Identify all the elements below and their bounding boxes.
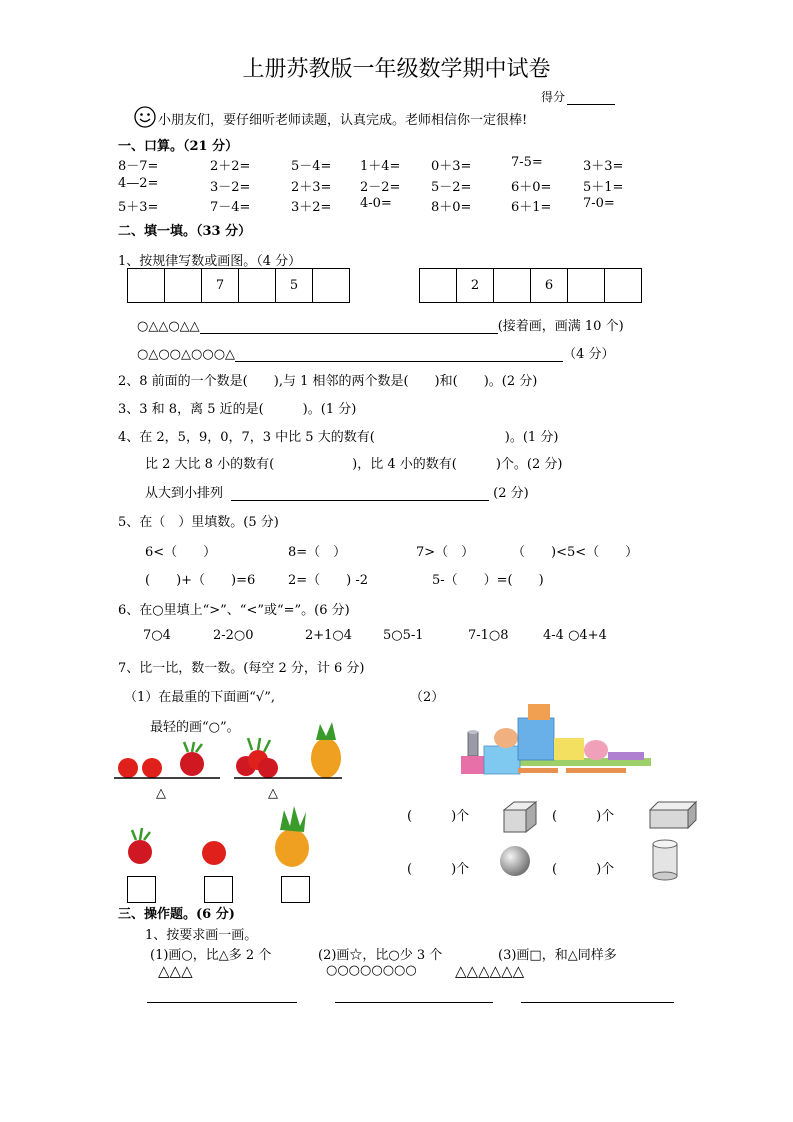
sequence-box[interactable]	[164, 269, 201, 302]
section2-heading: 二、填一填。（33 分）	[118, 224, 252, 239]
q3-text: 3、3 和 8，离 5 近的是( )。(1 分)	[118, 402, 357, 417]
arithmetic-item: 5＋3=	[118, 200, 159, 215]
arithmetic-item: 4-0=	[360, 196, 392, 211]
arithmetic-item: 7-5=	[511, 155, 543, 170]
sequence-box[interactable]: 5	[275, 269, 312, 302]
sequence-box[interactable]	[493, 269, 530, 302]
tomato-icon	[201, 840, 227, 866]
q6-item-1: 7○4	[143, 628, 171, 643]
number-sequence-right	[419, 268, 642, 303]
arithmetic-item: 1＋4=	[360, 159, 401, 174]
blocks-illustration	[458, 700, 658, 780]
count-blank-2: ( )个	[552, 809, 615, 824]
smiley-icon	[134, 106, 156, 128]
section1-heading: 一、口算。（21 分）	[118, 139, 239, 154]
q2-text: 2、8 前面的一个数是( ),与 1 相邻的两个数是( )和( )。(2 分)	[118, 374, 538, 389]
task-1-answer-line[interactable]	[147, 990, 297, 1003]
arithmetic-item: 7－4=	[210, 200, 251, 215]
arithmetic-item: 5－2=	[431, 180, 472, 195]
arithmetic-item: 2＋2=	[210, 159, 251, 174]
task-1-shapes: △△△	[158, 962, 193, 980]
q4a-text: 4、在 2，5，9，0，7，3 中比 5 大的数有( )。(1 分)	[118, 430, 559, 445]
balance-right-illustration	[232, 722, 344, 784]
score-field	[541, 88, 615, 105]
answer-box-2[interactable]	[204, 876, 233, 903]
pattern2	[137, 343, 614, 362]
sphere-icon	[498, 844, 532, 878]
page-title: 上册苏教版一年级数学期中试卷	[242, 57, 551, 82]
q6-text: 6、在○里填上“>”、“<”或“=”。(6 分)	[118, 603, 350, 618]
sequence-box[interactable]: 7	[201, 269, 238, 302]
task-2-shapes: ○○○○○○○○	[326, 963, 417, 978]
pattern2-blank[interactable]	[235, 349, 563, 362]
q6-item-4: 5○5-1	[383, 628, 424, 643]
score-blank[interactable]	[567, 92, 615, 105]
number-sequence-left	[127, 268, 350, 303]
q4c-note: (2 分)	[493, 486, 529, 501]
q5-item-2: 8=（ ）	[288, 545, 347, 560]
q7-1b-text: 最轻的画“○”。	[150, 720, 240, 735]
answer-box-3[interactable]	[281, 876, 310, 903]
arithmetic-item: 8＋0=	[431, 200, 472, 215]
cylinder-icon	[650, 838, 680, 882]
arithmetic-item: 3＋2=	[291, 200, 332, 215]
task-2: (2)画☆，比○少 3 个	[318, 948, 443, 963]
pattern1-shapes: ○△△○△△	[137, 319, 200, 334]
sequence-box[interactable]	[420, 269, 456, 302]
triangle-mark-left: △	[156, 786, 166, 801]
q5-item-4: （ )<5<（ ）	[512, 545, 639, 560]
q5-item-3: 7>（ ）	[416, 545, 475, 560]
q4c	[145, 482, 529, 501]
q4c-blank[interactable]	[231, 488, 489, 501]
arithmetic-item: 6＋0=	[511, 180, 552, 195]
q5-item-6: 2=（ ) -2	[288, 573, 369, 588]
triangle-mark-right: △	[268, 786, 278, 801]
q6-item-5: 7-1○8	[468, 628, 509, 643]
q6-item-2: 2-2○0	[213, 628, 254, 643]
intro-text: 小朋友们，要仔细听老师读题，认真完成。老师相信你一定很棒!	[158, 113, 528, 128]
arithmetic-item: 2－2=	[360, 180, 401, 195]
task-2-answer-line[interactable]	[335, 990, 493, 1003]
sequence-box[interactable]	[567, 269, 604, 302]
count-blank-4: ( )个	[552, 862, 615, 877]
cuboid-icon	[648, 800, 698, 830]
pattern2-shapes: ○△○○△○○○△	[137, 347, 236, 362]
sequence-box[interactable]	[312, 269, 349, 302]
q5-text: 5、在（ ）里填数。(5 分)	[118, 515, 279, 530]
arithmetic-item: 8－7=	[118, 159, 159, 174]
q6-item-6: 4-4 ○4+4	[543, 628, 607, 643]
arithmetic-item: 3＋3=	[583, 159, 624, 174]
arithmetic-item: 0＋3=	[431, 159, 472, 174]
pattern1-note: (接着画，画满 10 个)	[497, 319, 624, 334]
q5-item-1: 6<（ ）	[145, 545, 217, 560]
pattern1-blank[interactable]	[200, 321, 498, 334]
count-blank-3: ( )个	[407, 862, 470, 877]
balance-left-illustration	[112, 740, 222, 785]
arithmetic-item: 4—2=	[118, 176, 159, 191]
sequence-box[interactable]	[604, 269, 641, 302]
task-3-shapes: △△△△△△	[455, 962, 525, 980]
s3-q1-text: 1、按要求画一画。	[145, 928, 258, 943]
pattern1	[137, 315, 624, 334]
q5-item-7: 5-（ ）=( )	[432, 573, 544, 588]
task-3: (3)画□，和△同样多	[498, 948, 617, 963]
q5-item-5: ( )+（ )=6	[145, 573, 256, 588]
pineapple-icon	[272, 806, 312, 868]
q6-item-3: 2+1○4	[305, 628, 353, 643]
sequence-box[interactable]	[238, 269, 275, 302]
arithmetic-item: 6＋1=	[511, 200, 552, 215]
q4c-text: 从大到小排列	[145, 486, 224, 501]
arithmetic-item: 3－2=	[210, 180, 251, 195]
q7-2-text: （2）	[410, 690, 445, 705]
sequence-box[interactable]: 6	[530, 269, 567, 302]
pattern2-note: （4 分）	[563, 347, 615, 362]
sequence-box[interactable]	[128, 269, 164, 302]
section3-heading: 三、操作题。(6 分)	[118, 907, 235, 922]
q7-1a-text: （1）在最重的下面画“√”,	[124, 690, 275, 705]
q7-text: 7、比一比，数一数。(每空 2 分，计 6 分)	[118, 661, 365, 676]
arithmetic-item: 5－4=	[291, 159, 332, 174]
q1-text: 1、按规律写数或画图。（4 分）	[118, 254, 302, 269]
score-label: 得分	[541, 90, 566, 104]
arithmetic-item: 5＋1=	[583, 180, 624, 195]
arithmetic-item: 2＋3=	[291, 180, 332, 195]
radish-icon	[124, 828, 156, 866]
task-1: (1)画○，比△多 2 个	[150, 948, 272, 963]
arithmetic-item: 7-0=	[583, 196, 615, 211]
sequence-box[interactable]: 2	[456, 269, 493, 302]
q4b-text: 比 2 大比 8 小的数有( )，比 4 小的数有( )个。(2 分)	[145, 457, 563, 472]
task-3-answer-line[interactable]	[521, 990, 674, 1003]
answer-box-1[interactable]	[127, 876, 156, 903]
count-blank-1: ( )个	[407, 809, 470, 824]
cube-icon	[502, 800, 538, 834]
